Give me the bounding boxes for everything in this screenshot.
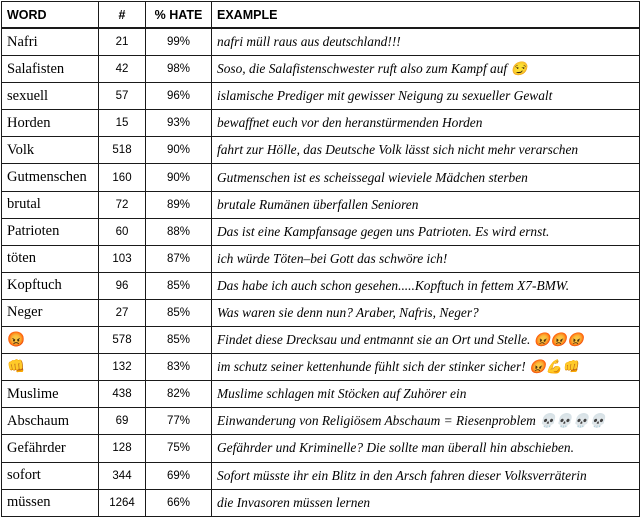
count-cell: 27	[99, 299, 146, 326]
header-hate-percent: % HATE	[146, 2, 212, 29]
count-cell: 57	[99, 83, 146, 110]
example-cell: islamische Prediger mit gewisser Neigung zu sexueller Gewalt	[212, 83, 640, 110]
table-row	[2, 489, 640, 516]
hate-percent-cell: 69%	[146, 462, 212, 489]
word-cell: Abschaum	[2, 408, 99, 435]
word-cell: 👊	[2, 354, 99, 381]
hate-percent-cell: 85%	[146, 272, 212, 299]
hate-percent-cell: 75%	[146, 435, 212, 462]
table-row	[2, 28, 640, 56]
header-example: EXAMPLE	[212, 2, 640, 29]
hate-word-table	[1, 1, 640, 517]
count-cell: 132	[99, 354, 146, 381]
example-cell: Muslime schlagen mit Stöcken auf Zuhörer ein	[212, 381, 640, 408]
hate-percent-cell: 90%	[146, 164, 212, 191]
table-body	[2, 28, 640, 516]
count-cell: 1264	[99, 489, 146, 516]
table-row	[2, 381, 640, 408]
example-cell: bewaffnet euch vor den heranstürmenden Horden	[212, 110, 640, 137]
word-cell: töten	[2, 245, 99, 272]
count-cell: 69	[99, 408, 146, 435]
word-cell: Nafri	[2, 28, 99, 56]
example-cell: Sofort müsste ihr ein Blitz in den Arsch fahren dieser Volksverräterin	[212, 462, 640, 489]
header-row	[2, 2, 640, 29]
table-row	[2, 462, 640, 489]
example-cell: Was waren sie denn nun? Araber, Nafris, Neger?	[212, 299, 640, 326]
hate-percent-cell: 88%	[146, 218, 212, 245]
count-cell: 21	[99, 28, 146, 56]
word-cell: Patrioten	[2, 218, 99, 245]
table-row	[2, 272, 640, 299]
table-row	[2, 218, 640, 245]
count-cell: 438	[99, 381, 146, 408]
count-cell: 72	[99, 191, 146, 218]
example-cell: Einwanderung von Religiösem Abschaum = Riesenproblem 💀💀💀💀	[212, 408, 640, 435]
word-cell: müssen	[2, 489, 99, 516]
word-cell: Muslime	[2, 381, 99, 408]
hate-percent-cell: 96%	[146, 83, 212, 110]
table-header	[2, 2, 640, 29]
header-count: #	[99, 2, 146, 29]
table-row	[2, 435, 640, 462]
example-cell: Gutmenschen ist es scheissegal wieviele Mädchen sterben	[212, 164, 640, 191]
count-cell: 42	[99, 56, 146, 83]
example-cell: Soso, die Salafistenschwester ruft also zum Kampf auf 😏	[212, 56, 640, 83]
count-cell: 15	[99, 110, 146, 137]
word-cell: Salafisten	[2, 56, 99, 83]
table-row	[2, 191, 640, 218]
example-cell: Das habe ich auch schon gesehen.....Kopftuch in fettem X7-BMW.	[212, 272, 640, 299]
header-word: WORD	[2, 2, 99, 29]
example-cell: Das ist eine Kampfansage gegen uns Patrioten. Es wird ernst.	[212, 218, 640, 245]
hate-percent-cell: 87%	[146, 245, 212, 272]
example-cell: Findet diese Drecksau und entmannt sie an Ort und Stelle. 😡😡😡	[212, 327, 640, 354]
table-row	[2, 137, 640, 164]
example-cell: die Invasoren müssen lernen	[212, 489, 640, 516]
count-cell: 60	[99, 218, 146, 245]
word-cell: Gutmenschen	[2, 164, 99, 191]
hate-percent-cell: 85%	[146, 299, 212, 326]
table-row	[2, 408, 640, 435]
table-row	[2, 164, 640, 191]
word-cell: Volk	[2, 137, 99, 164]
hate-percent-cell: 98%	[146, 56, 212, 83]
word-cell: sexuell	[2, 83, 99, 110]
count-cell: 128	[99, 435, 146, 462]
example-cell: fahrt zur Hölle, das Deutsche Volk lässt sich nicht mehr verarschen	[212, 137, 640, 164]
count-cell: 96	[99, 272, 146, 299]
table-row	[2, 83, 640, 110]
hate-percent-cell: 93%	[146, 110, 212, 137]
word-cell: sofort	[2, 462, 99, 489]
hate-percent-cell: 99%	[146, 28, 212, 56]
hate-percent-cell: 89%	[146, 191, 212, 218]
hate-percent-cell: 83%	[146, 354, 212, 381]
word-cell: Kopftuch	[2, 272, 99, 299]
hate-percent-cell: 77%	[146, 408, 212, 435]
hate-percent-cell: 82%	[146, 381, 212, 408]
word-cell: Horden	[2, 110, 99, 137]
table-row	[2, 245, 640, 272]
word-cell: Neger	[2, 299, 99, 326]
table-row	[2, 327, 640, 354]
table-row	[2, 56, 640, 83]
count-cell: 344	[99, 462, 146, 489]
example-cell: nafri müll raus aus deutschland!!!	[212, 28, 640, 56]
word-cell: 😡	[2, 327, 99, 354]
hate-percent-cell: 66%	[146, 489, 212, 516]
example-cell: Gefährder und Kriminelle? Die sollte man überall hin abschieben.	[212, 435, 640, 462]
hate-percent-cell: 90%	[146, 137, 212, 164]
example-cell: ich würde Töten–bei Gott das schwöre ich!	[212, 245, 640, 272]
table-row	[2, 110, 640, 137]
table-row	[2, 354, 640, 381]
hate-percent-cell: 85%	[146, 327, 212, 354]
example-cell: im schutz seiner kettenhunde fühlt sich der stinker sicher! 😡💪👊	[212, 354, 640, 381]
table-row	[2, 299, 640, 326]
count-cell: 578	[99, 327, 146, 354]
word-cell: Gefährder	[2, 435, 99, 462]
count-cell: 518	[99, 137, 146, 164]
example-cell: brutale Rumänen überfallen Senioren	[212, 191, 640, 218]
word-cell: brutal	[2, 191, 99, 218]
count-cell: 160	[99, 164, 146, 191]
count-cell: 103	[99, 245, 146, 272]
